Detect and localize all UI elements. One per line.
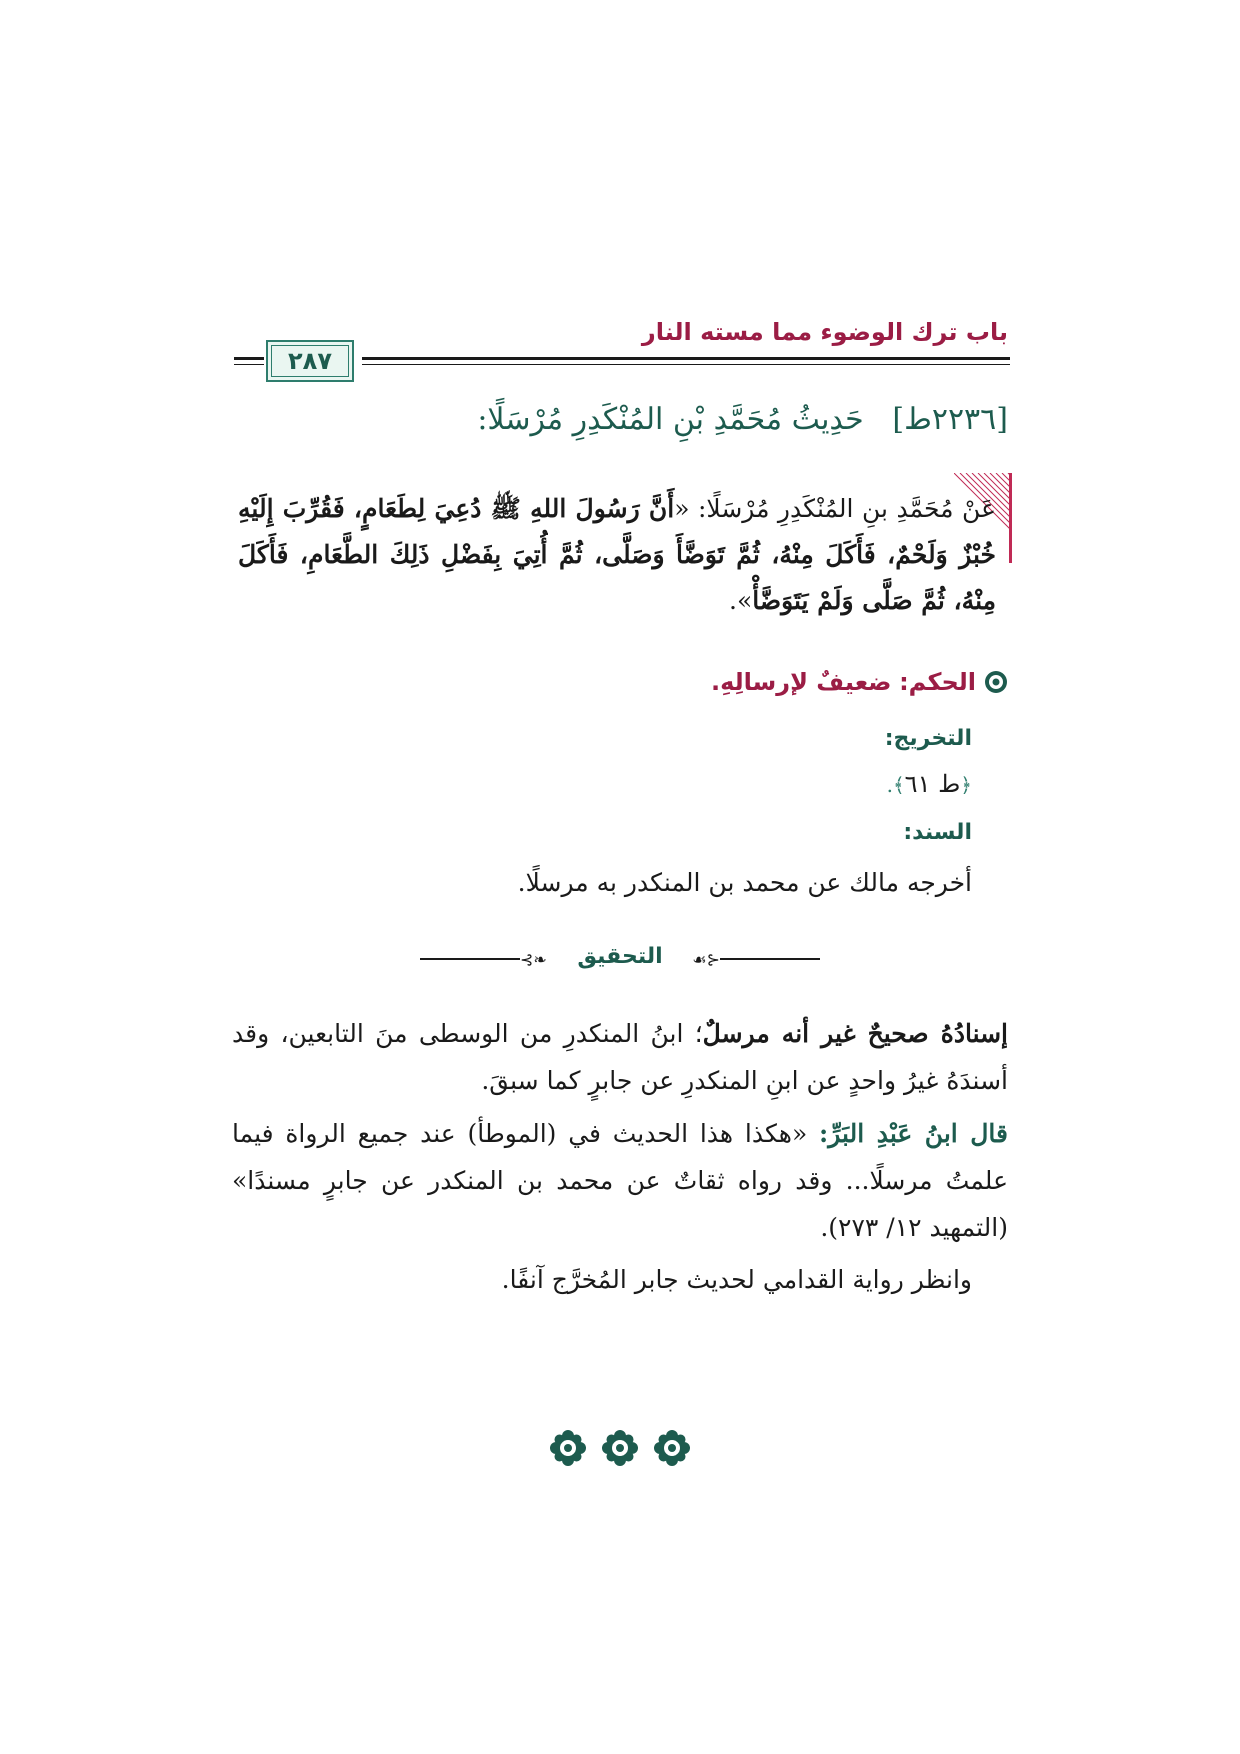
- ref-bracket-close: ﴾.: [886, 773, 905, 797]
- hadith-heading: [228, 402, 1008, 437]
- end-ornament: [550, 1430, 690, 1470]
- tahqiq-paragraph-1: [232, 1010, 1008, 1104]
- hadith-box-border: [1009, 473, 1012, 563]
- ruling-value: ضعيفٌ لإرسالِهِ.: [710, 668, 892, 696]
- isnad-explanation: ؛ ابنُ المنكدرِ من الوسطى منَ التابعين، وقد أسندَهُ غيرُ واحدٍ عن ابنِ المنكدرِ عن جابرٍ كما سبقَ.: [232, 1019, 1008, 1095]
- page-number: ٢٨٧: [266, 340, 354, 382]
- takhrij-reference: [887, 770, 972, 798]
- takhrij-label: التخريج:: [884, 726, 972, 751]
- tahqiq-paragraph-3: وانظر رواية القدامي لحديث جابر المُخرَّج آنفًا.: [501, 1265, 972, 1294]
- chapter-title: باب ترك الوضوء مما مسته النار: [641, 318, 1008, 346]
- isnad-verdict: إسنادُهُ صحيحٌ غير أنه مرسلٌ: [702, 1019, 1009, 1048]
- ref-bracket-open: ﴿: [960, 773, 972, 797]
- flower-icon: [984, 670, 1008, 694]
- flower-icon: [654, 1430, 690, 1466]
- ruling-label: الحكم:: [899, 668, 976, 696]
- hadith-number: [٢٢٣٦ط]: [892, 402, 1008, 437]
- ruling: [248, 668, 1008, 696]
- hadith-title: حَدِيثُ مُحَمَّدِ بْنِ المُنْكَدِرِ مُرْسَلًا:: [477, 402, 864, 437]
- header-rule-thin: [362, 364, 1010, 365]
- hadith-text: [238, 486, 996, 624]
- header-rule-left-thin: [234, 364, 264, 365]
- hadith-outro: ».: [729, 586, 753, 615]
- divider-ornament-right-icon: ☙⊱: [692, 950, 720, 969]
- header-rule: [362, 357, 1010, 360]
- ref-text: ط ٦١: [904, 770, 961, 798]
- hadith-intro: عَنْ مُحَمَّدِ بنِ المُنْكَدِرِ مُرْسَلًا: «: [674, 494, 996, 523]
- quote-text: «هكذا هذا الحديث في (الموطأ) عند جميع الرواة فيما علمتُ مرسلًا... وقد رواه ثقاتٌ عن محمد بن المنكدر عن جابرٍ مسندًا» (التمهيد ١٢/ ٢٧٣).: [232, 1119, 1008, 1242]
- tahqiq-paragraph-2: [232, 1110, 1008, 1251]
- sanad-label: السند:: [903, 820, 972, 845]
- header-rule-left: [234, 357, 264, 360]
- sanad-text: أخرجه مالك عن محمد بن المنكدر به مرسلًا.: [517, 868, 972, 897]
- section-divider: [420, 944, 820, 974]
- tahqiq-title: التحقيق: [577, 944, 663, 969]
- hadith-matn: أَنَّ رَسُولَ اللهِ ﷺ دُعِيَ لِطَعَامٍ، فَقُرِّبَ إِلَيْهِ خُبْزٌ وَلَحْمٌ، فَأَكَلَ مِنْهُ، ثُمَّ تَوَضَّأَ وَصَلَّى، ثُمَّ أُتِيَ بِفَضْلِ ذَلِكَ الطَّعَامِ، فَأَكَلَ مِنْهُ، ثُمَّ صَلَّى وَلَمْ يَتَوَضَّأْ: [238, 494, 996, 615]
- divider-ornament-left-icon: ⊰❧: [520, 950, 547, 969]
- quote-lead: قال ابنُ عَبْدِ البَرِّ:: [819, 1119, 1009, 1148]
- flower-icon: [602, 1430, 638, 1466]
- flower-icon: [550, 1430, 586, 1466]
